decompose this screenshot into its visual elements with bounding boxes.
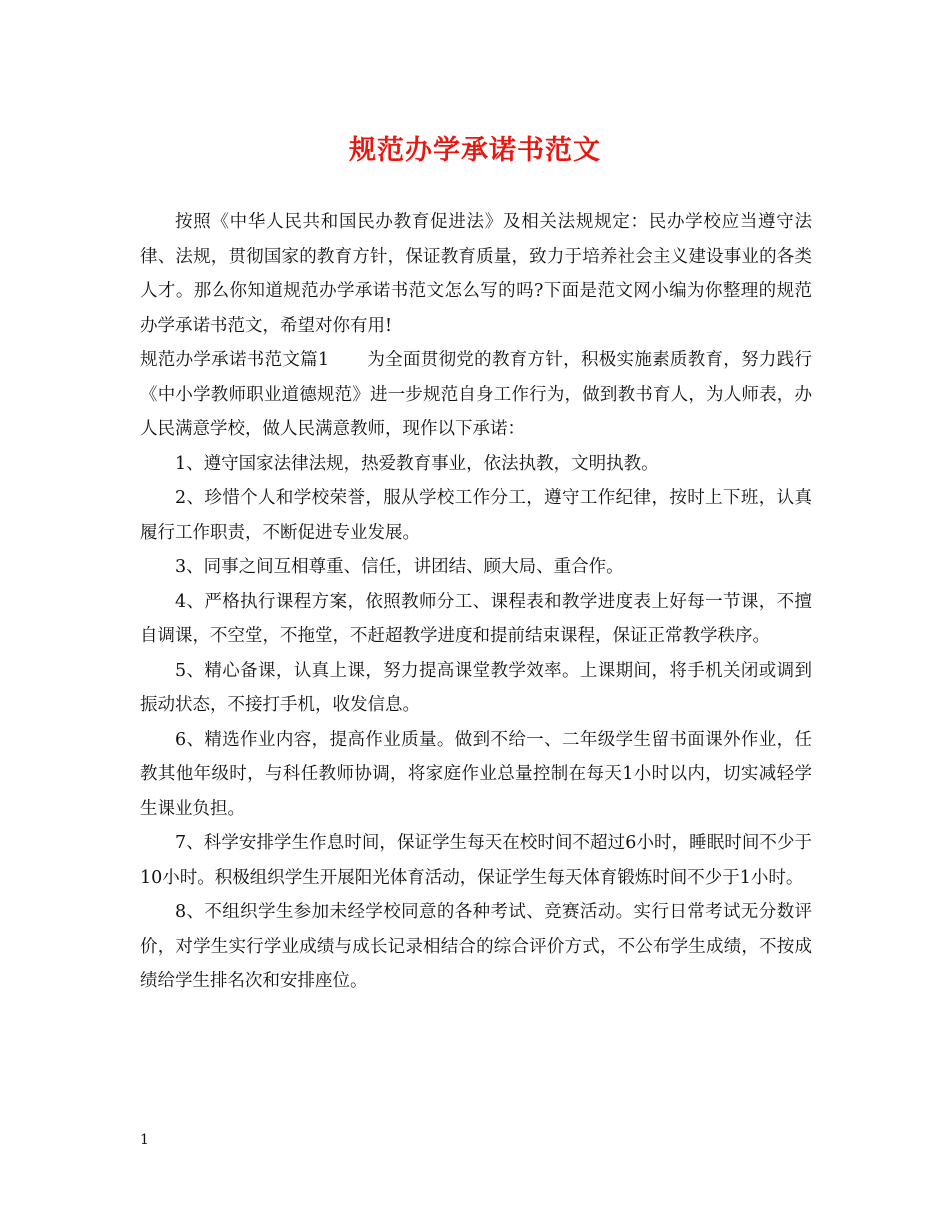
list-item: 7、科学安排学生作息时间，保证学生每天在校时间不超过6小时，睡眠时间不少于10小时。积极组织学生开展阳光体育活动，保证学生每天体育锻炼时间不少于1小时。 xyxy=(140,833,812,888)
section-paragraph xyxy=(140,343,812,447)
list-item: 2、珍惜个人和学校荣誉，服从学校工作分工，遵守工作纪律，按时上下班，认真履行工作职责，不断促进专业发展。 xyxy=(140,488,812,543)
list-item: 1、遵守国家法律法规，热爱教育事业，依法执教，文明执教。 xyxy=(175,453,659,474)
list-item: 3、同事之间互相尊重、信任，讲团结、顾大局、重合作。 xyxy=(175,557,624,577)
list-item: 6、精选作业内容，提高作业质量。做到不给一、二年级学生留书面课外作业，任教其他年级时，与科任教师协调，将家庭作业总量控制在每天1小时以内，切实减轻学生课业负担。 xyxy=(140,729,812,819)
list-item: 5、精心备课，认真上课，努力提高课堂教学效率。上课期间，将手机关闭或调到振动状态，不接打手机，收发信息。 xyxy=(140,660,812,715)
list-item: 8、不组织学生参加未经学校同意的各种考试、竞赛活动。实行日常考试无分数评价，对学生实行学业成绩与成长记录相结合的综合评价方式，不公布学生成绩，不按成绩给学生排名次和安排座位。 xyxy=(140,902,812,991)
document-title: 规范办学承诺书范文 xyxy=(349,135,601,166)
section-heading: 规范办学承诺书范文篇1 xyxy=(140,350,330,370)
intro-paragraph: 按照《中华人民共和国民办教育促进法》及相关法规规定：民办学校应当遵守法律、法规，贯彻国家的教育方针，保证教育质量，致力于培养社会主义建设事业的各类人才。那么你知道规范办学承诺书范文怎么写的吗?下面是范文网小编为你整理的规范办学承诺书范文，希望对你有用! xyxy=(140,212,812,336)
section-intro: 为全面贯彻党的教育方针，积极实施素质教育，努力践行《中小学教师职业道德规范》进一步规范自身工作行为，做到教书育人，为人师表，办人民满意学校，做人民满意教师，现作以下承诺： xyxy=(140,350,812,439)
page-number: 1 xyxy=(140,1132,149,1148)
document-body xyxy=(140,205,812,999)
list-item: 4、严格执行课程方案，依照教师分工、课程表和教学进度表上好每一节课，不擅自调课，不空堂，不拖堂，不赶超教学进度和提前结束课程，保证正常教学秩序。 xyxy=(140,591,812,646)
